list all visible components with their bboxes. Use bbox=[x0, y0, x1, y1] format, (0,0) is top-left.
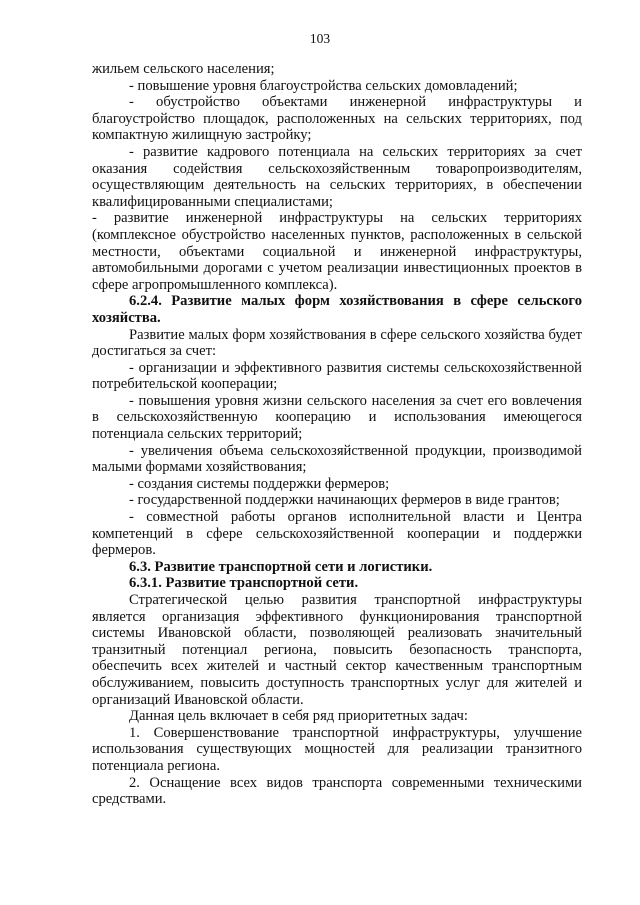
document-body bbox=[92, 61, 582, 808]
paragraph: жильем сельского населения; bbox=[92, 61, 275, 77]
paragraph: Развитие малых форм хозяйствования в сфере сельского хозяйства будет достигаться за счет: bbox=[92, 326, 582, 360]
list-item: - государственной поддержки начинающих фермеров в виде грантов; bbox=[129, 492, 560, 509]
section-heading: 6.3. Развитие транспортной сети и логистики. bbox=[129, 558, 433, 575]
page-number: 103 bbox=[309, 31, 331, 46]
numbered-item: 1. Совершенствование транспортной инфраструктуры, улучшение использования существующих мощностей для реализации транзитного потенциала региона. bbox=[92, 724, 582, 774]
subsection-heading: 6.3.1. Развитие транспортной сети. bbox=[129, 575, 359, 592]
list-item: - повышения уровня жизни сельского населения за счет его вовлечения в сельскохозяйственную кооперацию и использования имеющегося потенциала сельских территорий; bbox=[92, 392, 582, 443]
list-item: - организации и эффективного развития системы сельскохозяйственной потребительской кооперации; bbox=[92, 359, 582, 393]
list-item: - совместной работы органов исполнительной власти и Центра компетенций в сфере сельскохозяйственной кооперации и поддержки фермеров. bbox=[92, 509, 582, 559]
list-item: - создания системы поддержки фермеров; bbox=[129, 475, 390, 492]
numbered-item: 2. Оснащение всех видов транспорта современными техническими средствами. bbox=[92, 774, 582, 808]
section-heading: 6.2.4. Развитие малых форм хозяйствования в сфере сельского хозяйства. bbox=[92, 293, 582, 326]
paragraph: Стратегической целью развития транспортной инфраструктуры является организация эффективного функционирования транспортной системы Ивановской области, позволяющей реализовать значительный транзитный потенциал региона, повысить безопасность транспорта, обеспечить всех жителей и частный сектор качественным транспортным обслуживанием, повысить доступность транспортных услуг для жителей и организаций Ивановской области. bbox=[92, 592, 582, 708]
list-item: - развитие инженерной инфраструктуры на сельских территориях (комплексное обустройство населенных пунктов, расположенных в сельской местности, объектами социальной и инженерной инфраструктуры, автомобильными дорогами с учетом реализации инвестиционных проектов в сфере агропромышленного комплекса). bbox=[92, 210, 582, 293]
list-item: - развитие кадрового потенциала на сельских территориях за счет оказания содействия сельскохозяйственным товаропроизводителям, осуществляющим деятельность на сельских территориях, в обеспечении квалифицированными специалистами; bbox=[92, 143, 582, 210]
paragraph: Данная цель включает в себя ряд приоритетных задач: bbox=[129, 708, 468, 725]
list-item: - повышение уровня благоустройства сельских домовладений; bbox=[129, 77, 518, 94]
list-item: - обустройство объектами инженерной инфраструктуры и благоустройство площадок, расположенных на сельских территориях, под компактную жилищную застройку; bbox=[92, 94, 582, 144]
list-item: - увеличения объема сельскохозяйственной продукции, производимой малыми формами хозяйствования; bbox=[92, 442, 582, 476]
